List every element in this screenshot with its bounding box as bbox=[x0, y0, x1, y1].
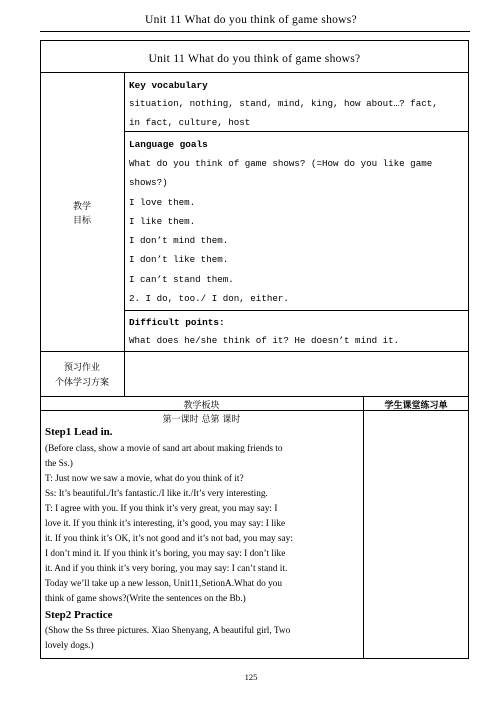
step-heading: Step2 Practice bbox=[45, 609, 113, 621]
lesson-line: the Ss.) bbox=[45, 459, 73, 469]
lesson-line: it. If you think it’s OK, it’s not good and it’s not bad, you may say: bbox=[45, 534, 293, 544]
teaching-board-header: 教学板块 bbox=[183, 401, 220, 411]
label-preview-line1: 预习作业 bbox=[63, 363, 100, 373]
step-heading: Step1 Lead in. bbox=[45, 426, 113, 438]
difficult-points-line: What does he/she think of it? He doesn’t mind it. bbox=[129, 335, 400, 346]
key-vocabulary-line: situation, nothing, stand, mind, king, how about…? fact, bbox=[129, 98, 438, 109]
lesson-line: I don’t mind it. If you think it’s boring, you may say: I don’t like bbox=[45, 549, 286, 559]
running-header: Unit 11 What do you think of game shows? bbox=[145, 14, 357, 26]
lesson-line: T: I agree with you. If you think it’s very great, you may say: I bbox=[45, 504, 278, 514]
header-rule bbox=[40, 31, 470, 32]
language-goals-line: I like them. bbox=[129, 216, 196, 227]
table-rule bbox=[363, 396, 364, 659]
language-goals-heading: Language goals bbox=[129, 139, 208, 150]
language-goals-line: I can’t stand them. bbox=[129, 274, 234, 285]
table-rule bbox=[124, 72, 125, 396]
label-preview-line2: 个体学习方案 bbox=[54, 378, 109, 388]
table-rule bbox=[124, 310, 469, 311]
label-objectives-line1: 教学 bbox=[72, 202, 91, 212]
lesson-line: (Before class, show a movie of sand art about making friends to bbox=[45, 444, 283, 454]
label-objectives-line2: 目标 bbox=[72, 216, 91, 226]
lesson-line: it. And if you think it’s very boring, you may say: I can’t stand it. bbox=[45, 564, 288, 574]
table-rule bbox=[124, 131, 469, 132]
key-vocabulary-line: in fact, culture, host bbox=[129, 117, 251, 128]
page-number: 125 bbox=[244, 672, 258, 682]
language-goals-line: shows?) bbox=[129, 177, 168, 188]
language-goals-line: I love them. bbox=[129, 197, 196, 208]
table-rule bbox=[40, 396, 469, 397]
table-rule bbox=[40, 72, 469, 73]
language-goals-line: What do you think of game shows? (=How do you like game bbox=[129, 158, 433, 169]
lesson-line: lovely dogs.) bbox=[45, 641, 94, 651]
language-goals-line: I don’t mind them. bbox=[129, 235, 229, 246]
key-vocabulary-heading: Key vocabulary bbox=[129, 80, 208, 91]
lesson-line: Today we’ll take up a new lesson, Unit11,SetionA.What do you bbox=[45, 579, 283, 589]
table-rule bbox=[40, 351, 469, 352]
lesson-line: love it. If you think it’s interesting, it’s good, you may say: I like bbox=[45, 519, 286, 529]
language-goals-line: 2. I do, too./ I don, either. bbox=[129, 293, 289, 304]
table-title: Unit 11 What do you think of game shows? bbox=[148, 53, 361, 65]
student-sheet-header: 学生课堂练习单 bbox=[384, 401, 448, 411]
lesson-line: (Show the Ss three pictures. Xiao Shenyang, A beautiful girl, Two bbox=[45, 626, 291, 636]
lesson-info: 第一课时 总第 课时 bbox=[162, 415, 241, 425]
difficult-points-heading: Difficult points: bbox=[129, 317, 225, 328]
language-goals-line: I don’t like them. bbox=[129, 254, 229, 265]
lesson-line: Ss: It’s beautiful./It’s fantastic./I like it./It’s very interesting. bbox=[45, 489, 268, 499]
lesson-line: T: Just now we saw a movie, what do you think of it? bbox=[45, 474, 244, 484]
lesson-line: think of game shows?(Write the sentences on the Bb.) bbox=[45, 594, 246, 604]
